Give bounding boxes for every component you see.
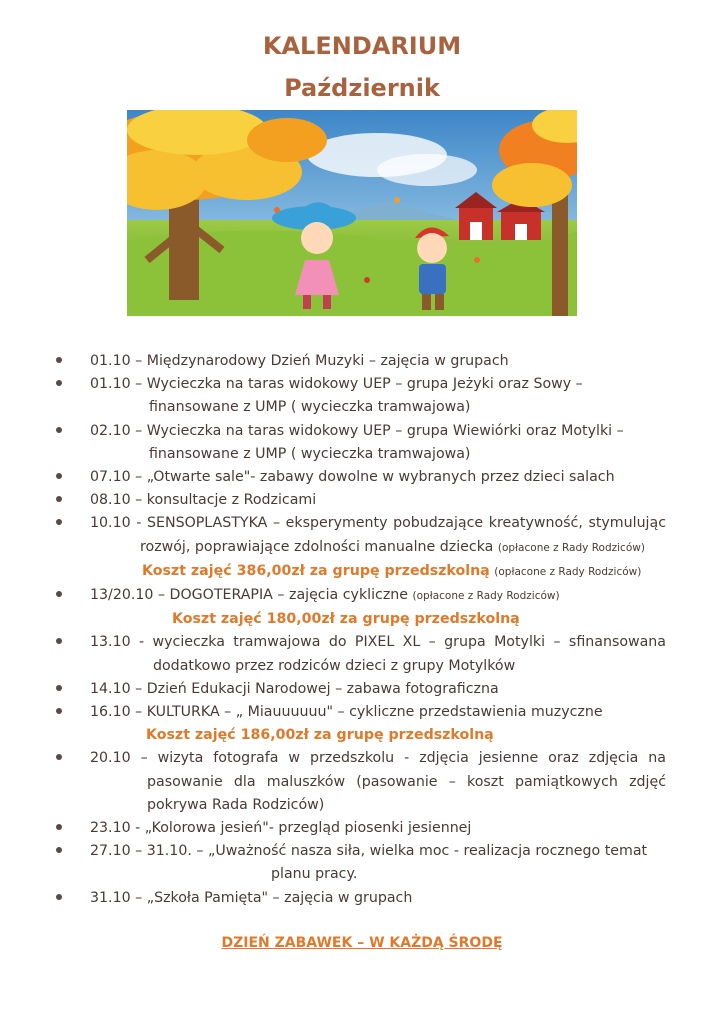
bullet-icon bbox=[56, 380, 62, 386]
bullet-icon bbox=[56, 496, 62, 502]
autumn-children-illustration bbox=[127, 110, 577, 316]
list-item: 20.10 – wizyta fotografa w przedszkolu - zdjęcia jesienne oraz zdjęcia na pasowanie dla maluszków (pasowanie – koszt pamiątkowych zdjęć pokrywa Rada Rodziców) bbox=[56, 747, 666, 817]
list-item: 07.10 – „Otwarte sale"- zabawy dowolne w wybranych przez dzieci salach bbox=[56, 466, 666, 489]
cost-label: Koszt zajęć 180,00zł za grupę przedszkolną bbox=[172, 611, 520, 628]
page-subtitle: Październik bbox=[284, 74, 440, 102]
list-item: 08.10 – konsultacje z Rodzicami bbox=[56, 489, 666, 512]
footer-note: DZIEŃ ZABAWEK – W KAŻDĄ ŚRODĘ bbox=[221, 935, 503, 951]
list-item: 01.10 – Międzynarodowy Dzień Muzyki – zajęcia w grupach bbox=[56, 350, 666, 373]
list-item: 13.10 - wycieczka tramwajowa do PIXEL XL – grupa Motylki – sfinansowana dodatkowo przez rodziców dzieci z grupy Motylków bbox=[56, 631, 666, 677]
bullet-icon bbox=[56, 638, 62, 644]
list-item: 10.10 - SENSOPLASTYKA – eksperymenty pobudzające kreatywność, stymulując rozwój, poprawiające zdolności manualne dziecka (opłacone z Rady Rodziców) Koszt zajęć 386,00zł za grupę przedszkolną (opłacone z Rady Rodziców) bbox=[56, 512, 666, 584]
bullet-icon bbox=[56, 824, 62, 830]
bullet-icon bbox=[56, 357, 62, 363]
cost-label: Koszt zajęć 386,00zł za grupę przedszkolną bbox=[142, 562, 490, 579]
bullet-icon bbox=[56, 894, 62, 900]
page-title: KALENDARIUM bbox=[262, 32, 462, 60]
list-item: 27.10 – 31.10. – „Uważność nasza siła, wielka moc - realizacja rocznego temat planu pracy. bbox=[56, 840, 666, 886]
bullet-icon bbox=[56, 519, 62, 525]
list-item: 02.10 – Wycieczka na taras widokowy UEP – grupa Wiewiórki oraz Motylki – finansowane z UMP ( wycieczka tramwajowa) bbox=[56, 420, 666, 466]
bullet-icon bbox=[56, 847, 62, 853]
list-item: 31.10 – „Szkoła Pamięta" – zajęcia w grupach bbox=[56, 887, 666, 910]
bullet-icon bbox=[56, 591, 62, 597]
list-item: 13/20.10 – DOGOTERAPIA – zajęcia cykliczne (opłacone z Rady Rodziców) Koszt zajęć 180,00zł za grupę przedszkolną bbox=[56, 584, 666, 631]
bullet-icon bbox=[56, 427, 62, 433]
cost-label: Koszt zajęć 186,00zł za grupę przedszkolną bbox=[146, 727, 494, 744]
bullet-icon bbox=[56, 708, 62, 714]
list-item: 16.10 – KULTURKA – „ Miauuuuuu" – cykliczne przedstawienia muzyczne Koszt zajęć 186,00zł za grupę przedszkolną bbox=[56, 701, 666, 747]
event-list bbox=[56, 350, 666, 910]
bullet-icon bbox=[56, 754, 62, 760]
list-item: 01.10 – Wycieczka na taras widokowy UEP – grupa Jeżyki oraz Sowy – finansowane z UMP ( wycieczka tramwajowa) bbox=[56, 373, 666, 419]
list-item: 23.10 - „Kolorowa jesień"- przegląd piosenki jesiennej bbox=[56, 817, 666, 840]
bullet-icon bbox=[56, 473, 62, 479]
list-item: 14.10 – Dzień Edukacji Narodowej – zabawa fotograficzna bbox=[56, 678, 666, 701]
bullet-icon bbox=[56, 685, 62, 691]
